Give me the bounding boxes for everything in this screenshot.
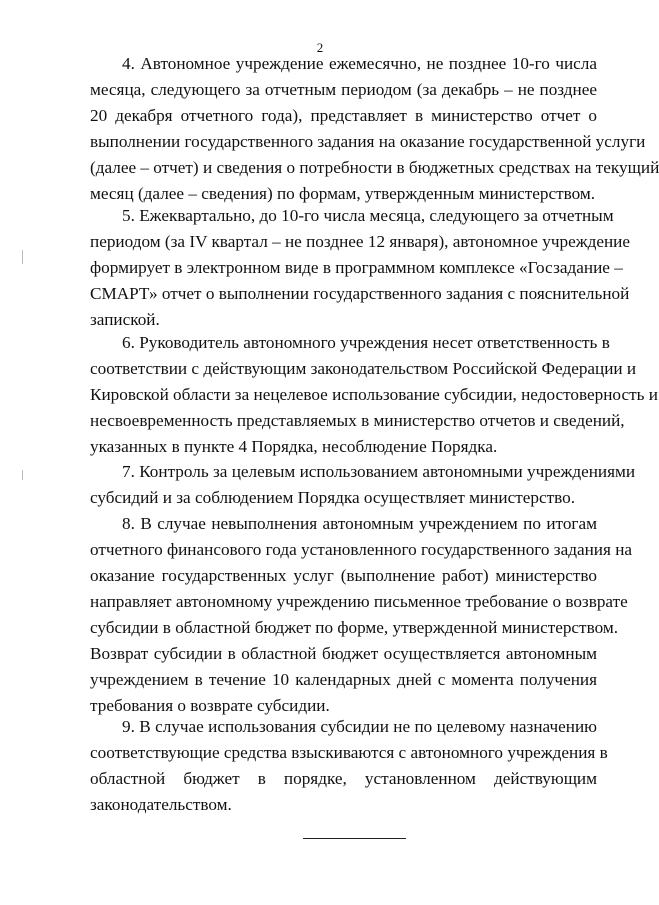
paragraph-line: Кировской области за нецелевое использование субсидии, недостоверность и xyxy=(90,385,658,404)
paragraph-line: законодательством. xyxy=(90,795,232,814)
paragraph-line: областной бюджет в порядке, установленном действующим xyxy=(90,769,597,788)
scan-artifact xyxy=(22,470,23,480)
paragraph-line: месяц (далее – сведения) по формам, утвержденным министерством. xyxy=(90,184,596,203)
paragraph-line: выполнении государственного задания на оказание государственной услуги xyxy=(90,132,646,151)
paragraph-line: 4. Автономное учреждение ежемесячно, не позднее 10-го числа xyxy=(122,54,597,73)
paragraph-line: указанных в пункте 4 Порядка, несоблюдение Порядка. xyxy=(90,437,498,456)
paragraph-8 xyxy=(90,511,633,719)
paragraph-line: требования о возврате субсидии. xyxy=(90,696,330,715)
paragraph-line: формирует в электронном виде в программном комплексе «Госзадание – xyxy=(90,258,623,277)
paragraph-line: учреждением в течение 10 календарных дней с момента получения xyxy=(90,670,597,689)
paragraph-line: (далее – отчет) и сведения о потребности в бюджетных средствах на текущий xyxy=(90,158,659,177)
paragraph-line: оказание государственных услуг (выполнение работ) министерство xyxy=(90,566,597,585)
paragraph-line: 9. В случае использования субсидии не по целевому назначению xyxy=(122,717,597,736)
paragraph-line: периодом (за IV квартал – не позднее 12 января), автономное учреждение xyxy=(90,232,630,251)
paragraph-line: Возврат субсидии в областной бюджет осуществляется автономным xyxy=(90,644,597,663)
end-divider xyxy=(303,838,406,839)
paragraph-line: 20 декабря отчетного года), представляет в министерство отчет о xyxy=(90,106,597,125)
paragraph-line: 7. Контроль за целевым использованием автономными учреждениями xyxy=(122,462,636,481)
paragraph-5 xyxy=(90,203,630,333)
paragraph-line: направляет автономному учреждению письменное требование о возврате xyxy=(90,592,628,611)
paragraph-line: соответствии с действующим законодательством Российской Федерации и xyxy=(90,359,637,378)
paragraph-line: несвоевременность представляемых в министерство отчетов и сведений, xyxy=(90,411,625,430)
paragraph-line: СМАРТ» отчет о выполнении государственного задания с пояснительной xyxy=(90,284,630,303)
paragraph-9 xyxy=(90,714,608,818)
paragraph-4 xyxy=(90,51,659,207)
paragraph-line: отчетного финансового года установленного государственного задания на xyxy=(90,540,633,559)
paragraph-line: запиской. xyxy=(90,310,160,329)
paragraph-line: соответствующие средства взыскиваются с автономного учреждения в xyxy=(90,743,608,762)
paragraph-7 xyxy=(90,459,636,511)
paragraph-6 xyxy=(90,330,658,460)
page-number: 2 xyxy=(316,40,324,55)
paragraph-line: субсидии в областной бюджет по форме, утвержденной министерством. xyxy=(90,618,619,637)
paragraph-line: 5. Ежеквартально, до 10-го числа месяца, следующего за отчетным xyxy=(122,206,614,225)
scan-artifact xyxy=(22,250,23,264)
paragraph-line: субсидий и за соблюдением Порядка осуществляет министерство. xyxy=(90,488,576,507)
paragraph-line: месяца, следующего за отчетным периодом (за декабрь – не позднее xyxy=(90,80,597,99)
paragraph-line: 6. Руководитель автономного учреждения несет ответственность в xyxy=(122,333,610,352)
paragraph-line: 8. В случае невыполнения автономным учреждением по итогам xyxy=(122,514,597,533)
